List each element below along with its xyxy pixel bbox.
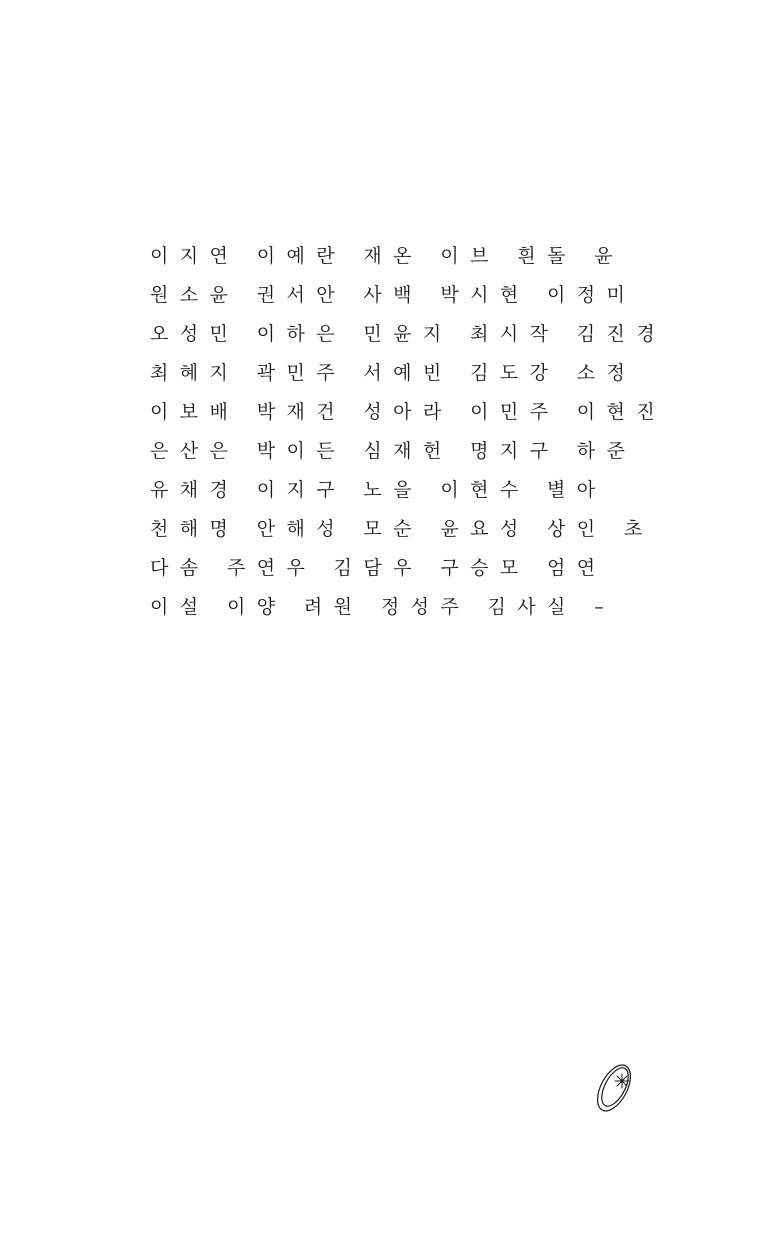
name-line: 유채경 이지구 노을 이현수 별아 (150, 479, 607, 501)
name-line: 최혜지 곽민주 서예빈 김도강 소정 (150, 362, 637, 384)
contributor-name-list (150, 240, 667, 630)
name-line: 다솜 주연우 김담우 구승모 엄연 (150, 557, 607, 579)
name-line: 이보배 박재건 성아라 이민주 이현진 (150, 401, 667, 423)
publisher-logo-icon (590, 1060, 638, 1116)
name-line: 은산은 박이든 심재헌 명지구 하준 (150, 440, 637, 462)
name-line: 원소윤 권서안 사백 박시현 이정미 (150, 284, 637, 306)
name-line: 이지연 이예란 재온 이브 흰돌 윤 (150, 245, 625, 267)
name-line: 천해명 안해성 모순 윤요성 상인 초 (150, 518, 654, 540)
name-line: 오성민 이하은 민윤지 최시작 김진경 (150, 323, 667, 345)
name-line: 이설 이양 려원 정성주 김사실 – (150, 596, 616, 618)
